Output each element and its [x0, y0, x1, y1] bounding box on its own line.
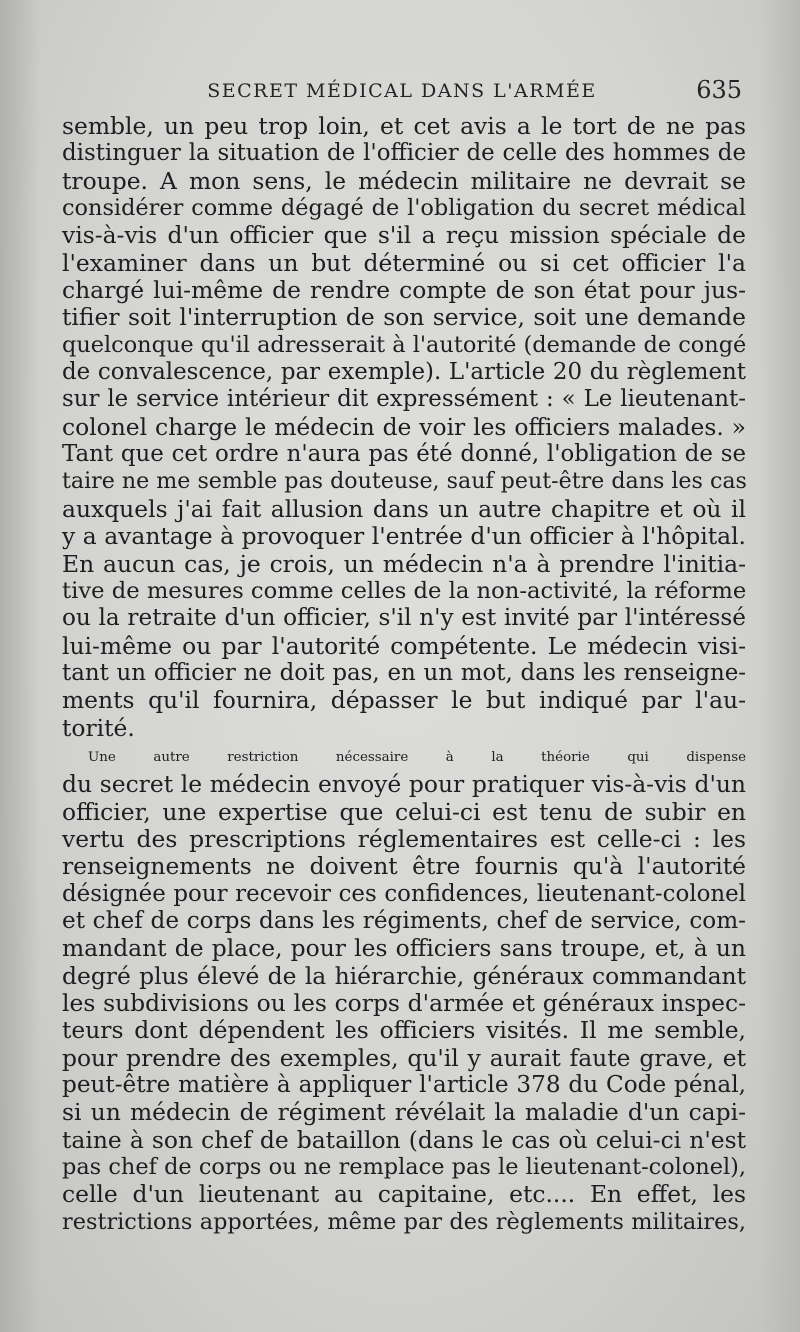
text-line: désignée pour recevoir ces confidences, lieutenant-colonel [62, 880, 746, 907]
page-shadow-right [760, 0, 800, 1332]
text-line: colonel charge le médecin de voir les officiers malades. » [62, 412, 746, 441]
text-line: les subdivisions ou les corps d'armée et généraux inspec- [62, 989, 746, 1017]
paragraph-2 [62, 744, 746, 1236]
text-line: du secret le médecin envoyé pour pratiquer vis-à-vis d'un [62, 770, 746, 799]
text-line: ments qu'il fournira, dépasser le but indiqué par l'au- [62, 686, 746, 715]
text-line: quelconque qu'il adresserait à l'autorité (demande de congé [62, 331, 747, 358]
text-line: de convalescence, par exemple). L'article 20 du règlement [62, 359, 746, 386]
text-line: mandant de place, pour les officiers sans troupe, et, à un [62, 934, 746, 963]
text-line: taine à son chef de bataillon (dans le cas où celui-ci n'est [62, 1125, 746, 1154]
text-line: distinguer la situation de l'officier de celle des hommes de [62, 140, 746, 167]
text-line: tant un officier ne doit pas, en un mot, dans les renseigne- [62, 659, 746, 686]
text-line: pas chef de corps ou ne remplace pas le lieutenant-colonel), [62, 1154, 746, 1181]
text-line: restrictions apportées, même par des règlements militaires, [62, 1208, 746, 1235]
page-shadow-left [0, 0, 40, 1332]
text-line: y a avantage à provoquer l'entrée d'un officier à l'hôpital. [62, 522, 746, 551]
text-line: et chef de corps dans les régiments, chef de service, com- [62, 907, 746, 934]
page-number: 635 [696, 76, 742, 104]
text-line: degré plus élevé de la hiérarchie, généraux commandant [62, 961, 746, 990]
paragraph-1 [62, 113, 746, 742]
text-line: troupe. A mon sens, le médecin militaire ne devrait se [62, 166, 746, 195]
text-line: l'examiner dans un but déterminé ou si cet officier l'a [62, 248, 746, 277]
text-line: lui-même ou par l'autorité compétente. Le médecin visi- [62, 631, 746, 660]
text-line: tifier soit l'interruption de son service, soit une demande [62, 303, 746, 332]
text-line: teurs dont dépendent les officiers visités. Il me semble, [62, 1016, 746, 1045]
text-line: torité. [62, 713, 135, 742]
text-line: peut-être matière à appliquer l'article 378 du Code pénal, [62, 1072, 746, 1099]
text-line: taire ne me semble pas douteuse, sauf peut-être dans les cas [62, 468, 747, 495]
text-line: vertu des prescriptions réglementaires est celle-ci : les [62, 824, 746, 853]
text-line: chargé lui-même de rendre compte de son état pour jus- [62, 276, 746, 305]
text-line: celle d'un lieutenant au capitaine, etc.... En effet, les [62, 1180, 746, 1209]
text-line: officier, une expertise que celui-ci est tenu de subir en [62, 797, 746, 826]
text-line: auxquels j'ai fait allusion dans un autre chapitre et où il [62, 494, 746, 523]
text-line: vis-à-vis d'un officier que s'il a reçu mission spéciale de [62, 221, 746, 250]
body-text [62, 113, 746, 1236]
text-line: sur le service intérieur dit expressément : « Le lieutenant- [62, 386, 746, 413]
text-line: ou la retraite d'un officier, s'il n'y est invité par l'intéressé [62, 605, 746, 632]
running-title: SECRET MÉDICAL DANS L'ARMÉE [207, 80, 597, 102]
text-line: tive de mesures comme celles de la non-activité, la réforme [62, 577, 747, 604]
text-line: En aucun cas, je crois, un médecin n'a à prendre l'initia- [62, 549, 746, 578]
text-line: Une autre restriction nécessaire à la théorie qui dispense [88, 749, 746, 765]
text-line: renseignements ne doivent être fournis qu'à l'autorité [62, 852, 746, 881]
text-line: considérer comme dégagé de l'obligation du secret médical [62, 195, 746, 222]
text-line: Tant que cet ordre n'aura pas été donné, l'obligation de se [62, 441, 746, 468]
text-line: semble, un peu trop loin, et cet avis a le tort de ne pas [62, 112, 746, 140]
running-head [62, 74, 742, 106]
text-line: si un médecin de régiment révélait la maladie d'un capi- [62, 1098, 746, 1127]
text-line: pour prendre des exemples, qu'il y aurait faute grave, et [62, 1043, 746, 1072]
